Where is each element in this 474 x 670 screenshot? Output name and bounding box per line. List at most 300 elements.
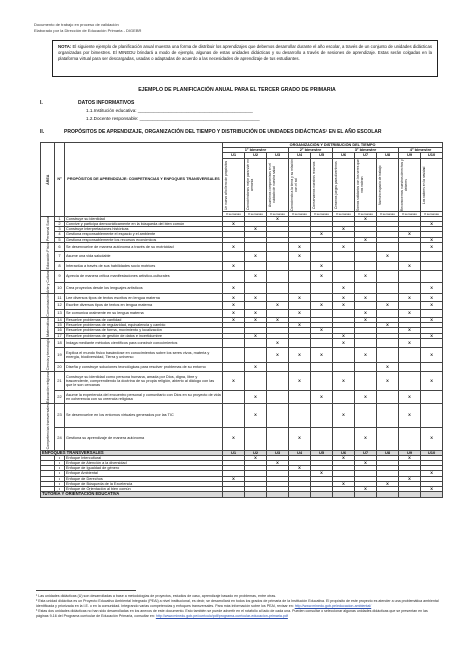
mark-cell-u10 xyxy=(421,261,443,270)
competency-number: 24 xyxy=(55,427,65,450)
mark-cell-u6 xyxy=(333,310,355,318)
enfoque-text: Enfoque Intercultural xyxy=(65,455,223,460)
mark-cell-u8: X xyxy=(377,252,399,261)
competency-text: Se desenvuelve en los entornos virtuales generados por las TIC xyxy=(65,404,223,427)
mark-cell-u4 xyxy=(289,338,311,347)
competency-row xyxy=(41,261,443,270)
unit-title-6: Creamos juegos para divertirnos xyxy=(334,160,338,209)
mark-cell-u5 xyxy=(311,404,333,427)
competency-number: 1 xyxy=(55,216,65,221)
competency-number: 3 xyxy=(55,227,65,232)
mark-cell-u2: X xyxy=(245,317,267,322)
competency-number: 14 xyxy=(55,317,65,322)
mark-cell-u1 xyxy=(223,271,245,282)
mark-cell-u2: X xyxy=(245,294,267,302)
mark-cell-u4: X xyxy=(289,242,311,251)
mark-cell-u7: X xyxy=(355,427,377,450)
competency-text: Indaga mediante métodos científicos para construir conocimientos xyxy=(65,338,223,347)
org-title: ORGANIZACIÓN Y DISTRIBUCIÓN DEL TIEMPO xyxy=(223,143,443,148)
section-1-title: DATOS INFORMATIVOS xyxy=(78,100,135,106)
mark-cell-u10: X xyxy=(421,242,443,251)
note-label: NOTA: xyxy=(58,44,72,49)
competency-row xyxy=(41,310,443,318)
bimestre-2: 2° bimestre xyxy=(289,148,333,153)
mark-cell-u5: X xyxy=(311,328,333,333)
tutoria-cell-4 xyxy=(289,492,311,497)
mark-cell-u6: X xyxy=(333,282,355,294)
mark-cell-u9: X xyxy=(399,310,421,318)
mark-cell-u9: X xyxy=(399,328,421,333)
mark-cell-u7: X xyxy=(355,271,377,282)
unit-title-cell-8 xyxy=(377,158,399,211)
competency-row xyxy=(41,427,443,450)
mark-cell-u6: X xyxy=(333,294,355,302)
mark-cell-u10 xyxy=(421,363,443,372)
competency-number: 2 xyxy=(55,222,65,227)
mark-cell-u5 xyxy=(311,242,333,251)
unit-title-cell-4 xyxy=(289,158,311,211)
tutoria-cell-6 xyxy=(333,492,355,497)
mark-cell-u10: X xyxy=(421,237,443,242)
enfoques-unit-8: U8 xyxy=(377,450,399,455)
unit-title-cell-5 xyxy=(311,158,333,211)
mark-cell-u9: X xyxy=(399,476,421,481)
mark-cell-u10: X xyxy=(421,333,443,338)
competency-row xyxy=(41,347,443,363)
mark-cell-u5 xyxy=(311,282,333,294)
tutoria-cell-10 xyxy=(421,492,443,497)
competency-text: Gestiona su aprendizaje de manera autónoma xyxy=(65,427,223,450)
mark-cell-u6 xyxy=(333,427,355,450)
enfoque-bullet: • xyxy=(55,455,65,460)
planning-table xyxy=(40,142,443,498)
mark-cell-u8 xyxy=(377,282,399,294)
mark-cell-u8: X xyxy=(377,302,399,310)
mark-cell-u7: X xyxy=(355,391,377,404)
competency-number: 11 xyxy=(55,294,65,302)
unit-title-cell-3 xyxy=(267,158,289,211)
mark-cell-u1: X xyxy=(223,261,245,270)
mark-cell-u10 xyxy=(421,404,443,427)
mark-cell-u7 xyxy=(355,302,377,310)
competency-row xyxy=(41,252,443,261)
weeks-9: # semanas xyxy=(399,211,421,216)
competency-number: 23 xyxy=(55,404,65,427)
mark-cell-u9: X xyxy=(399,261,421,270)
mark-cell-u7 xyxy=(355,261,377,270)
unit-title-cell-9 xyxy=(399,158,421,211)
mark-cell-u1: X xyxy=(223,282,245,294)
mark-cell-u6: X xyxy=(333,302,355,310)
competency-text: Resuelve problemas de forma, movimiento y localización xyxy=(65,328,223,333)
mark-cell-u3 xyxy=(267,271,289,282)
mark-cell-u9 xyxy=(399,363,421,372)
weeks-4: # semanas xyxy=(289,211,311,216)
document-title: EJEMPLO DE PLANIFICACIÓN ANUAL PARA EL TERCER GRADO DE PRIMARIA xyxy=(138,87,336,93)
competency-text: Lee diversos tipos de textos escritos en lengua materna xyxy=(65,294,223,302)
mark-cell-u2: X xyxy=(245,404,267,427)
unit-title-cell-1 xyxy=(223,158,245,211)
enfoque-text: Enfoque de Orientación al bien común xyxy=(65,487,223,492)
mark-cell-u2: X xyxy=(245,333,267,338)
mark-cell-u6 xyxy=(333,363,355,372)
mark-cell-u7 xyxy=(355,242,377,251)
mark-cell-u6 xyxy=(333,261,355,270)
area-name-5: Matemática xyxy=(41,317,55,338)
mark-cell-u6: X xyxy=(333,333,355,338)
weeks-5: # semanas xyxy=(311,211,333,216)
mark-cell-u7: X xyxy=(355,216,377,221)
mark-cell-u5 xyxy=(311,294,333,302)
competency-row xyxy=(41,294,443,302)
mark-cell-u8 xyxy=(377,242,399,251)
mark-cell-u7 xyxy=(355,404,377,427)
area-name-3: Arte y Cultura xyxy=(41,271,55,294)
mark-cell-u4 xyxy=(289,391,311,404)
weeks-1: # semanas xyxy=(223,211,245,216)
mark-cell-u6: X xyxy=(333,404,355,427)
mark-cell-u7: X xyxy=(355,347,377,363)
competency-row xyxy=(41,363,443,372)
area-name-4: Comunicación xyxy=(41,294,55,318)
enfoque-text: Enfoque de Igualdad de género xyxy=(65,466,223,471)
unit-title-4: Conociendo a la tierra y su relación con el sol xyxy=(290,158,299,211)
tutoria-cell-8 xyxy=(377,492,399,497)
competency-text: Resuelve problemas de regularidad, equivalencia y cambio xyxy=(65,323,223,328)
bimestre-3: 3° bimestre xyxy=(333,148,399,153)
mark-cell-u7: X xyxy=(355,294,377,302)
mark-cell-u2: X xyxy=(245,455,267,460)
mark-cell-u4: X xyxy=(289,347,311,363)
mark-cell-u1 xyxy=(223,338,245,347)
mark-cell-u2: X xyxy=(245,227,267,232)
enfoques-unit-4: U4 xyxy=(289,450,311,455)
enfoques-unit-9: U9 xyxy=(399,450,421,455)
mark-cell-u10: X xyxy=(421,471,443,476)
tutoria-cell-5 xyxy=(311,492,333,497)
weeks-2: # semanas xyxy=(245,211,267,216)
mark-cell-u10: X xyxy=(421,347,443,363)
mark-cell-u7: X xyxy=(355,310,377,318)
mark-cell-u3: X xyxy=(267,338,289,347)
mark-cell-u9: X xyxy=(399,338,421,347)
mark-cell-u9 xyxy=(399,242,421,251)
competency-row xyxy=(41,404,443,427)
footnote-1: ¹ Las unidades didácticas (U) son desarrolladas a base a metodologías de proyectos, estudios de caso, aprendizaje basado en problemas, entre otras. xyxy=(36,594,277,598)
tutoria-row xyxy=(41,492,443,497)
unit-title-cell-7 xyxy=(355,158,377,211)
mark-cell-u3: X xyxy=(267,302,289,310)
enfoques-unit-2: U2 xyxy=(245,450,267,455)
unit-title-5: Conservamos nuestros recursos xyxy=(312,160,316,209)
competency-number: 17 xyxy=(55,333,65,338)
competency-text: Se comunica oralmente en su lengua materna xyxy=(65,310,223,318)
tutoria-title: TUTORÍA Y ORIENTACIÓN EDUCATIVA xyxy=(41,492,223,497)
mark-cell-u4: X xyxy=(289,310,311,318)
competency-number: 9 xyxy=(55,271,65,282)
footnote-3: ³ Estas dos unidades didácticas no han sido desarrolladas en los anexos de este documento. Esto también se puede advertir en el rotafolio al lado de cada una. Pueden consultar o seleccionar algunas unidades didácticas que se presentan en las páginas 9-16 del Programa curricular de Educación Primaria, consultar en: http://www.minedu.gob.pe/curriculo/pdf/programa-curricular-educacion-primaria.pdf xyxy=(36,609,428,618)
mark-cell-u1: X xyxy=(223,242,245,251)
mark-cell-u8 xyxy=(377,310,399,318)
competency-number: 18 xyxy=(55,338,65,347)
area-name-1: Personal Social xyxy=(41,216,55,242)
mark-cell-u5: X xyxy=(311,261,333,270)
mark-cell-u2 xyxy=(245,261,267,270)
mark-cell-u9 xyxy=(399,252,421,261)
info-teacher: 1.2.Docente responsable: _______________________________________________ xyxy=(86,116,260,121)
mark-cell-u6 xyxy=(333,391,355,404)
mark-cell-u3 xyxy=(267,252,289,261)
mark-cell-u4: X xyxy=(289,294,311,302)
footnote-3-link[interactable]: http://www.minedu.gob.pe/curriculo/pdf/programa-curricular-educacion-primaria.pdf xyxy=(155,614,288,618)
area-name-6: Ciencia y tecnología xyxy=(41,338,55,371)
mark-cell-u8 xyxy=(377,404,399,427)
mark-cell-u4 xyxy=(289,302,311,310)
competency-number: 10 xyxy=(55,282,65,294)
mark-cell-u2: X xyxy=(245,271,267,282)
section-1-num: I. xyxy=(40,100,43,106)
mark-cell-u10: X xyxy=(421,427,443,450)
mark-cell-u7 xyxy=(355,252,377,261)
mark-cell-u10: X xyxy=(421,317,443,322)
unit-code-8: U8 xyxy=(377,153,399,158)
competency-text: Asume la experiencia del encuentro personal y comunitario con Dios en su proyecto de vida en coherencia con su creencia religiosa xyxy=(65,391,223,404)
tutoria-cell-7 xyxy=(355,492,377,497)
mark-cell-u2: X xyxy=(245,252,267,261)
competency-number: 12 xyxy=(55,302,65,310)
tutoria-cell-3 xyxy=(267,492,289,497)
note-box xyxy=(52,40,438,77)
mark-cell-u5 xyxy=(311,310,333,318)
area-name-7: Educación religiosa xyxy=(41,372,55,404)
footnote-2-link[interactable]: http://www.minedu.gob.pe/educacion-ambiental/ xyxy=(294,604,372,608)
mark-cell-u9: X xyxy=(399,391,421,404)
mark-cell-u7 xyxy=(355,338,377,347)
mark-cell-u8: X xyxy=(377,372,399,391)
mark-cell-u2 xyxy=(245,242,267,251)
mark-cell-u8 xyxy=(377,294,399,302)
competency-row xyxy=(41,302,443,310)
mark-cell-u8: X xyxy=(377,323,399,328)
mark-cell-u3: X xyxy=(267,461,289,466)
mark-cell-u4: X xyxy=(289,466,311,471)
mark-cell-u8 xyxy=(377,347,399,363)
mark-cell-u9: X xyxy=(399,232,421,237)
competency-text: Se desenvuelve de manera autónoma a través de su motricidad xyxy=(65,242,223,251)
unit-title-1: Un nuevo año lleno de propósitos xyxy=(224,160,228,210)
mark-cell-u6 xyxy=(333,252,355,261)
bimestre-4: 4° bimestre xyxy=(399,148,443,153)
mark-cell-u2 xyxy=(245,338,267,347)
competency-text: Construye interpretaciones históricas xyxy=(65,227,223,232)
competency-row xyxy=(41,391,443,404)
bimestre-1: 1° bimestre xyxy=(223,148,289,153)
mark-cell-u1 xyxy=(223,404,245,427)
mark-cell-u4 xyxy=(289,271,311,282)
competency-number: 7 xyxy=(55,252,65,261)
competency-number: 20 xyxy=(55,363,65,372)
mark-cell-u6: X xyxy=(333,481,355,486)
unit-code-9: U9 xyxy=(399,153,421,158)
unit-code-10: U10 xyxy=(421,153,443,158)
weeks-3: # semanas xyxy=(267,211,289,216)
mark-cell-u6: X xyxy=(333,338,355,347)
competency-text: Escribe diversos tipos de textos en lengua materna xyxy=(65,302,223,310)
mark-cell-u10: X xyxy=(421,282,443,294)
enfoques-unit-3: U3 xyxy=(267,450,289,455)
mark-cell-u1: X xyxy=(223,372,245,391)
mark-cell-u5: X xyxy=(311,391,333,404)
enfoque-bullet: • xyxy=(55,466,65,471)
competency-text: Gestiona responsablemente el espacio y el ambiente xyxy=(65,232,223,237)
header-line-2: Elaborado por la Dirección de Educación Primaria - DIGEBR xyxy=(34,28,142,33)
mark-cell-u2: X xyxy=(245,391,267,404)
mark-cell-u9 xyxy=(399,372,421,391)
competency-text: Diseña y construye soluciones tecnológicas para resolver problemas de su entorno xyxy=(65,363,223,372)
enfoque-bullet: • xyxy=(55,471,65,476)
mark-cell-u1 xyxy=(223,391,245,404)
competency-text: Construye su identidad como persona humana, amada por Dios, digna, libre y trascendente, comprendiendo la doctrina de su propia religión, abierto al diálogo con las que le son cercanas xyxy=(65,372,223,391)
mark-cell-u1: X xyxy=(223,476,245,481)
competency-row xyxy=(41,242,443,251)
mark-cell-u10: X xyxy=(421,302,443,310)
competency-number: 22 xyxy=(55,391,65,404)
mark-cell-u8 xyxy=(377,261,399,270)
mark-cell-u1: X xyxy=(223,222,245,227)
mark-cell-u3 xyxy=(267,363,289,372)
unit-code-1: U1 xyxy=(223,153,245,158)
enfoque-bullet: • xyxy=(55,481,65,486)
mark-cell-u9 xyxy=(399,282,421,294)
mark-cell-u9 xyxy=(399,427,421,450)
mark-cell-u8: X xyxy=(377,481,399,486)
tutoria-cell-1 xyxy=(223,492,245,497)
mark-cell-u6: X xyxy=(333,455,355,460)
weeks-10: # semanas xyxy=(421,211,443,216)
competency-text: Resuelve problemas de gestión de datos e incertidumbre xyxy=(65,333,223,338)
number-header: N° xyxy=(55,143,65,217)
tutoria-cell-2 xyxy=(245,492,267,497)
mark-cell-u3 xyxy=(267,404,289,427)
mark-cell-u5: X xyxy=(311,471,333,476)
mark-cell-u7: X xyxy=(355,317,377,322)
mark-cell-u10: X xyxy=(421,372,443,391)
enfoques-unit-5: U5 xyxy=(311,450,333,455)
mark-cell-u4: X xyxy=(289,427,311,450)
mark-cell-u3 xyxy=(267,372,289,391)
competency-row xyxy=(41,271,443,282)
area-name-8: Competencias transversales xyxy=(41,404,55,450)
competency-number: 15 xyxy=(55,323,65,328)
mark-cell-u9: X xyxy=(399,404,421,427)
mark-cell-u1: X xyxy=(223,317,245,322)
document-header xyxy=(34,22,141,34)
mark-cell-u1: X xyxy=(223,294,245,302)
mark-cell-u9 xyxy=(399,302,421,310)
mark-cell-u1: X xyxy=(223,427,245,450)
mark-cell-u3: X xyxy=(267,216,289,221)
weeks-7: # semanas xyxy=(355,211,377,216)
mark-cell-u7 xyxy=(355,372,377,391)
mark-cell-u4: X xyxy=(289,323,311,328)
mark-cell-u3: X xyxy=(267,347,289,363)
mark-cell-u3 xyxy=(267,427,289,450)
mark-cell-u1 xyxy=(223,252,245,261)
competency-number: 6 xyxy=(55,242,65,251)
mark-cell-u2: X xyxy=(245,310,267,318)
mark-cell-u10 xyxy=(421,338,443,347)
mark-cell-u8 xyxy=(377,338,399,347)
mark-cell-u2 xyxy=(245,302,267,310)
mark-cell-u7 xyxy=(355,282,377,294)
enfoques-title: ENFOQUES TRANSVERSALES xyxy=(41,450,223,455)
mark-cell-u3 xyxy=(267,261,289,270)
competency-text: Resuelve problemas de cantidad xyxy=(65,317,223,322)
mark-cell-u2 xyxy=(245,372,267,391)
unit-title-10: Los valores en la navidad xyxy=(422,165,426,204)
competency-text: Interactúa a través de sus habilidades socio motrices xyxy=(65,261,223,270)
mark-cell-u10 xyxy=(421,391,443,404)
mark-cell-u7: X xyxy=(355,461,377,466)
mark-cell-u10 xyxy=(421,271,443,282)
mark-cell-u4 xyxy=(289,404,311,427)
enfoques-unit-1: U1 xyxy=(223,450,245,455)
unit-code-2: U2 xyxy=(245,153,267,158)
mark-cell-u5: X xyxy=(311,347,333,363)
competency-number: 21 xyxy=(55,372,65,391)
mark-cell-u6 xyxy=(333,271,355,282)
weeks-8: # semanas xyxy=(377,211,399,216)
enfoques-unit-6: U6 xyxy=(333,450,355,455)
mark-cell-u1 xyxy=(223,363,245,372)
unit-title-cell-10 xyxy=(421,158,443,211)
mark-cell-u6 xyxy=(333,347,355,363)
enfoque-text: Enfoque de Búsqueda de la Excelencia xyxy=(65,481,223,486)
section-2-title: PROPÓSITOS DE APRENDIZAJE, ORGANIZACIÓN DEL TIEMPO Y DISTRIBUCIÓN DE UNIDADES DIDÁCTICAS¹ EN EL AÑO ESCOLAR xyxy=(64,129,382,135)
mark-cell-u8: X xyxy=(377,363,399,372)
weeks-6: # semanas xyxy=(333,211,355,216)
enfoque-text: Enfoque Ambiental xyxy=(65,471,223,476)
mark-cell-u6: X xyxy=(333,227,355,232)
enfoque-bullet: • xyxy=(55,461,65,466)
area-name-2: Educación Física xyxy=(41,242,55,270)
footnote-2: ² Esta unidad didáctica es un Proyecto Educativo Ambiental Integrado (PEAI) a nivel institucional, es decir, se desarrollará en todos los grados de primaria de la Institución Educativa. El propósito de este proyecto es atender a una problemática ambiental identificada y priorizada en la I.E. o en la comunidad. Integrando varias competencias y enfoques transversales. Para más información sobre los PEAI, revisar en: http://www.minedu.gob.pe/educacion-ambiental/ xyxy=(36,599,439,608)
area-header: ÁREA xyxy=(41,143,55,217)
competency-number: 19 xyxy=(55,347,65,363)
mark-cell-u7: X xyxy=(355,487,377,492)
mark-cell-u3 xyxy=(267,294,289,302)
mark-cell-u4 xyxy=(289,282,311,294)
unit-code-4: U4 xyxy=(289,153,311,158)
enfoque-bullet: • xyxy=(55,487,65,492)
mark-cell-u4: X xyxy=(289,372,311,391)
enfoque-text: Enfoque de Derechos xyxy=(65,476,223,481)
unit-title-2: Conociéndonos mejor para vivir en armonía xyxy=(246,159,255,211)
mark-cell-u6: X xyxy=(333,242,355,251)
competency-number: 5 xyxy=(55,237,65,242)
tutoria-cell-9 xyxy=(399,492,421,497)
competency-text: Construye su identidad xyxy=(65,216,223,221)
purpose-header: PROPÓSITOS DE APRENDIZAJE: COMPETENCIAS Y ENFOQUES TRANSVERSALES xyxy=(65,143,223,217)
unit-title-9: Reconocemos nuestros derechos y deberes xyxy=(400,158,409,211)
mark-cell-u5: X xyxy=(311,232,333,237)
mark-cell-u10: X xyxy=(421,294,443,302)
competency-number: 4 xyxy=(55,232,65,237)
mark-cell-u5 xyxy=(311,338,333,347)
mark-cell-u8 xyxy=(377,391,399,404)
enfoques-unit-7: U7 xyxy=(355,450,377,455)
unit-title-7: Somos solidarios con los seres que nos rodean xyxy=(356,158,365,211)
